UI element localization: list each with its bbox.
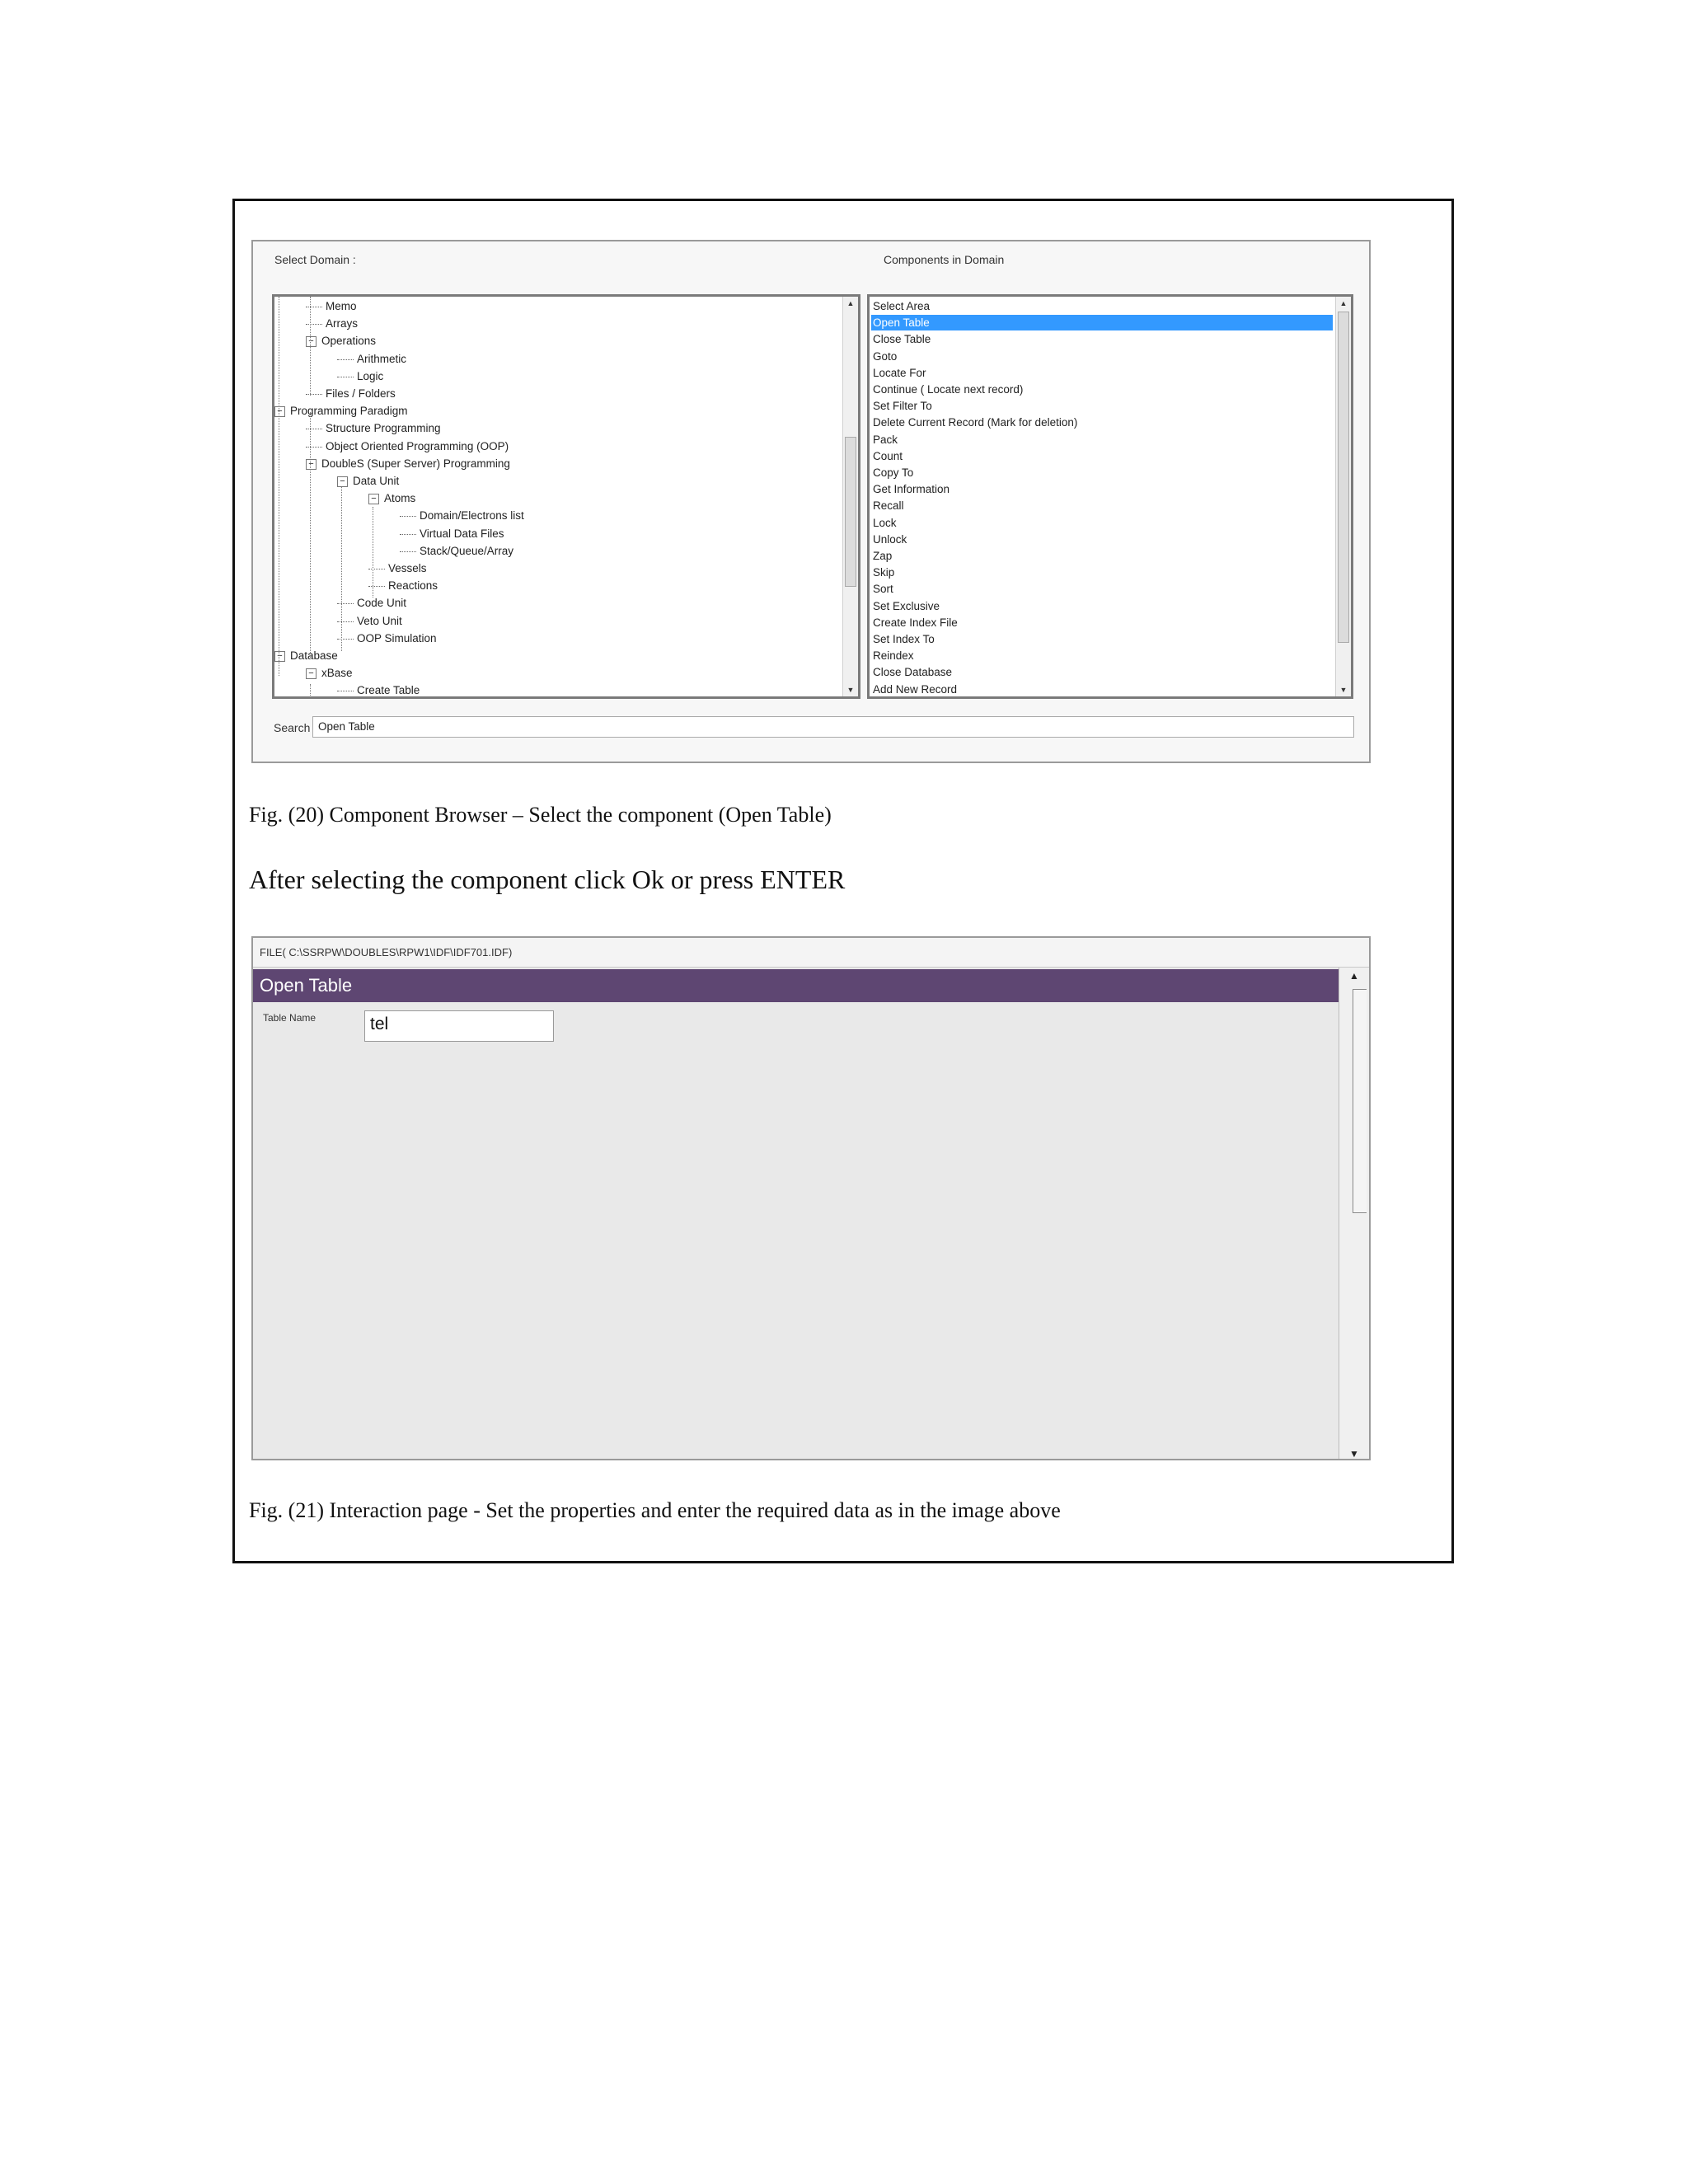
search-label: Search [274, 721, 311, 734]
domain-tree[interactable] [272, 294, 860, 699]
tree-node[interactable] [306, 335, 376, 347]
tree-node[interactable] [306, 422, 441, 434]
component-list-item[interactable]: Get Information [873, 483, 950, 496]
tree-node-label: Create Table [357, 684, 420, 697]
tree-node[interactable] [274, 649, 338, 662]
tree-connector [337, 621, 354, 622]
tree-node[interactable] [337, 597, 406, 609]
figure-21-caption: Fig. (21) Interaction page - Set the properties and enter the required data as in the image above [249, 1498, 1061, 1522]
component-browser [251, 240, 1371, 763]
tree-node-label: Structure Programming [326, 422, 441, 435]
instruction-text: After selecting the component click Ok or press ENTER [249, 865, 846, 894]
tree-node[interactable] [306, 300, 357, 312]
component-list-item[interactable]: Add New Record [873, 682, 958, 696]
tree-node-label: Reactions [388, 579, 438, 593]
collapse-icon[interactable]: − [306, 668, 316, 679]
panel-title: Open Table [253, 969, 1341, 1002]
tree-node-label: Object Oriented Programming (OOP) [326, 439, 509, 452]
tree-node[interactable] [274, 405, 408, 417]
tree-node-label: Arrays [326, 317, 359, 330]
tree-node-label: Domain/Electrons list [420, 509, 524, 523]
tree-node-label: Veto Unit [357, 614, 402, 627]
component-list-item[interactable]: Pack [873, 433, 898, 446]
tree-node-label: Programming Paradigm [290, 405, 408, 418]
tree-node-label: Atoms [384, 492, 416, 505]
tree-node-label: Memo [326, 300, 357, 312]
tree-connector [400, 534, 416, 535]
scroll-down-icon[interactable]: ▼ [1339, 686, 1348, 694]
tree-guide-line [341, 486, 342, 651]
tree-node[interactable] [368, 492, 415, 504]
tree-guide-line [310, 684, 311, 699]
tree-connector [337, 603, 354, 604]
search-input[interactable]: Open Table [312, 716, 1354, 738]
component-list-item[interactable]: Open Table [871, 315, 1333, 330]
tree-connector [337, 359, 354, 360]
tree-node[interactable] [306, 457, 510, 470]
select-domain-label: Select Domain : [274, 253, 356, 266]
tree-connector [400, 551, 416, 552]
tree-guide-line [310, 297, 311, 396]
tree-node[interactable] [337, 632, 437, 644]
component-list-item[interactable]: Copy To [873, 466, 914, 479]
tree-connector [306, 447, 322, 448]
component-list-item[interactable]: Locate For [873, 366, 926, 379]
component-list-item[interactable]: Delete Current Record (Mark for deletion) [873, 416, 1078, 429]
tree-node[interactable] [400, 545, 513, 557]
tree-node-label: Stack/Queue/Array [420, 544, 514, 557]
component-list-item[interactable]: Set Index To [873, 633, 935, 645]
component-list-item[interactable]: Close Table [873, 333, 931, 346]
component-list-item[interactable]: Continue ( Locate next record) [873, 383, 1024, 396]
tree-node-label: DoubleS (Super Server) Programming [321, 457, 510, 470]
component-list-item[interactable]: Reindex [873, 649, 914, 663]
file-path-bar: FILE( C:\SSRPW\DOUBLES\RPW1\IDF\IDF701.IDF) [253, 938, 1369, 968]
table-name-label: Table Name [263, 1012, 316, 1024]
tree-node-label: Logic [357, 369, 384, 382]
collapse-icon[interactable]: − [368, 494, 379, 504]
tree-node-label: Virtual Data Files [420, 527, 504, 540]
table-name-input[interactable]: tel [364, 1010, 554, 1042]
tree-node[interactable] [306, 667, 353, 679]
tree-connector [306, 324, 322, 325]
tree-node[interactable] [306, 387, 396, 400]
component-list-item[interactable]: Sort [873, 583, 893, 596]
component-list-item[interactable]: Unlock [873, 532, 907, 546]
components-list[interactable] [867, 294, 1353, 699]
tree-node[interactable] [400, 509, 524, 522]
tree-node[interactable] [337, 684, 420, 696]
tree-node[interactable] [368, 562, 427, 574]
component-list-item[interactable]: Recall [873, 499, 904, 513]
tree-connector [368, 586, 385, 587]
component-list-item[interactable]: Zap [873, 550, 893, 562]
tree-node[interactable] [337, 370, 383, 382]
tree-guide-line [310, 412, 311, 659]
tree-connector [400, 516, 416, 517]
component-list-item[interactable]: Close Database [873, 666, 953, 679]
scroll-down-icon[interactable]: ▼ [1349, 1448, 1359, 1460]
component-list-item[interactable]: Set Filter To [873, 400, 932, 413]
scroll-up-icon[interactable]: ▲ [1339, 299, 1348, 307]
figure-20-caption: Fig. (20) Component Browser – Select the component (Open Table) [249, 803, 832, 827]
scroll-thumb[interactable] [1353, 989, 1367, 1213]
components-in-domain-label: Components in Domain [884, 253, 1005, 266]
tree-node-label: Files / Folders [326, 387, 396, 400]
component-list-item[interactable]: Count [873, 449, 903, 462]
component-list-item[interactable]: Goto [873, 349, 898, 363]
interaction-page [251, 936, 1371, 1460]
collapse-icon[interactable]: − [306, 459, 316, 470]
component-list-item[interactable]: Create Index File [873, 616, 958, 629]
scroll-up-icon[interactable]: ▲ [846, 299, 855, 307]
tree-node-label: Vessels [388, 562, 427, 574]
tree-node-label: xBase [321, 667, 353, 680]
tree-node-label: Operations [321, 335, 377, 348]
component-list-item[interactable]: Set Exclusive [873, 599, 940, 612]
tree-node[interactable] [306, 440, 509, 452]
domain-tree-scrollbar[interactable] [842, 297, 858, 696]
tree-node-label: Arithmetic [357, 352, 407, 365]
interaction-scrollbar[interactable] [1339, 968, 1369, 1460]
scroll-down-icon[interactable]: ▼ [846, 686, 855, 694]
scroll-thumb[interactable] [845, 437, 856, 587]
tree-node[interactable] [337, 353, 406, 365]
tree-node-label: Database [290, 649, 338, 662]
tree-connector [337, 639, 354, 640]
tree-node[interactable] [306, 317, 358, 330]
collapse-icon[interactable]: − [306, 336, 316, 347]
collapse-icon[interactable]: − [274, 406, 285, 417]
tree-node-label: OOP Simulation [357, 631, 437, 644]
tree-node[interactable] [368, 579, 438, 592]
tree-node-label: Code Unit [357, 597, 407, 610]
component-list-item[interactable]: Skip [873, 566, 895, 579]
tree-node[interactable] [400, 527, 504, 540]
scroll-up-icon[interactable]: ▲ [1349, 970, 1359, 982]
component-list-item[interactable]: Lock [873, 516, 897, 529]
collapse-icon[interactable]: − [337, 476, 348, 487]
collapse-icon[interactable]: − [274, 651, 285, 662]
components-scrollbar[interactable] [1335, 297, 1351, 696]
tree-node[interactable] [337, 475, 399, 487]
tree-connector [306, 394, 322, 395]
scroll-thumb[interactable] [1338, 312, 1349, 643]
component-list-item[interactable]: Select Area [873, 300, 931, 312]
tree-node[interactable] [337, 615, 402, 627]
tree-node-label: Data Unit [353, 475, 400, 487]
